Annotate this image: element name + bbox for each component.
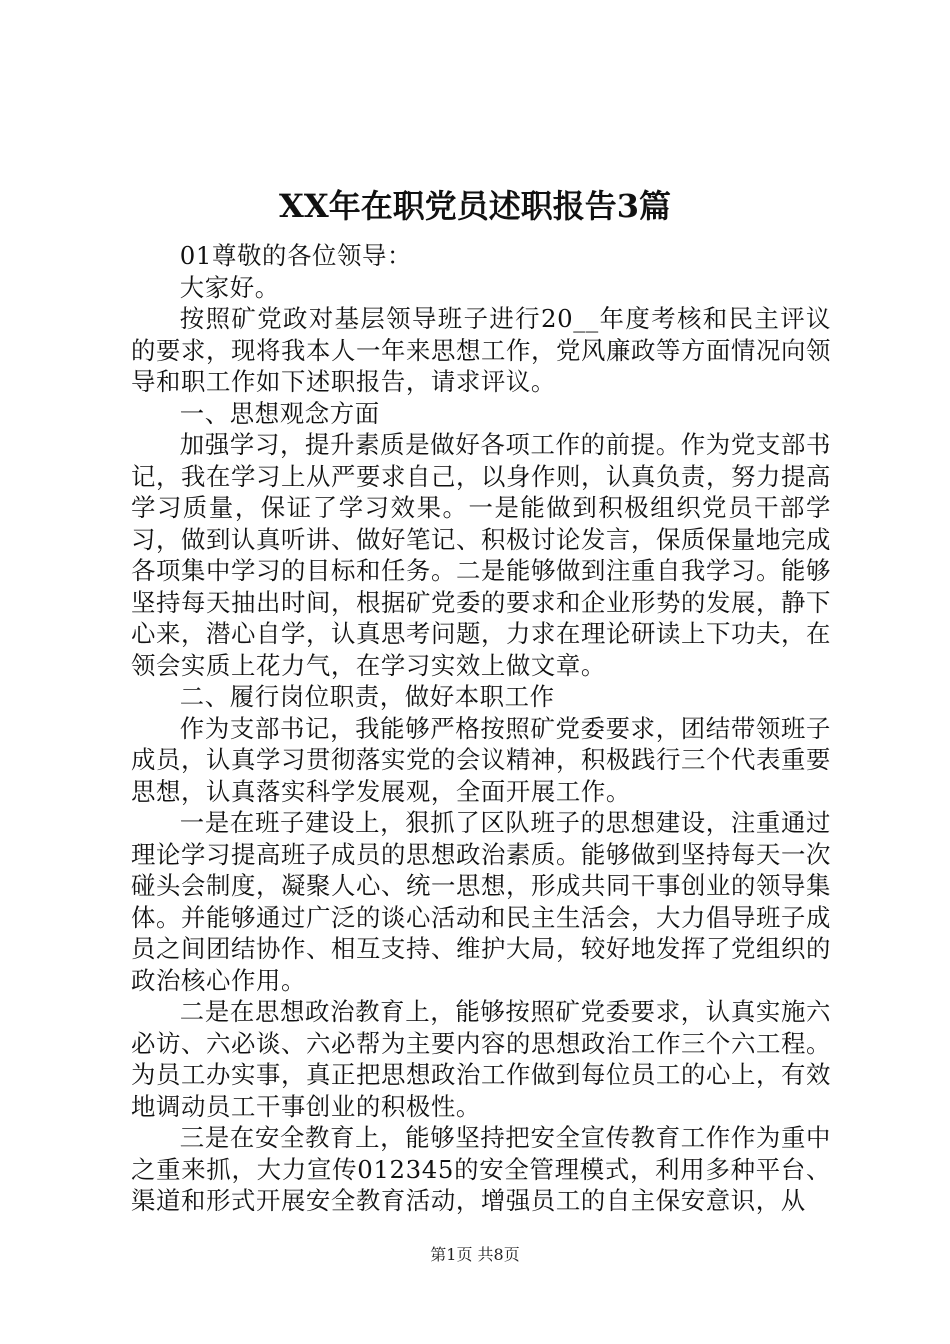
paragraph-political-education: 二是在思想政治教育上，能够按照矿党委要求，认真实施六必访、六必谈、六必帮为主要内容的思想政治工作三个六工程。为员工办实事，真正把思想政治工作做到每位员工的心上，有效地调动员工干事创业的积极性。	[131, 997, 831, 1121]
paragraph-safety-education: 三是在安全教育上，能够坚持把安全宣传教育工作作为重中之重来抓，大力宣传012345的安全管理模式，利用多种平台、渠道和形式开展安全教育活动，增强员工的自主保安意识，从	[131, 1123, 831, 1215]
paragraph-intro: 按照矿党政对基层领导班子进行20__年度考核和民主评议的要求，现将我本人一年来思想工作，党风廉政等方面情况向领导和职工作如下述职报告，请求评议。	[131, 304, 831, 396]
page-footer: 第1页 共8页	[430, 1245, 520, 1264]
section-heading-thought: 一、思想观念方面	[179, 398, 380, 428]
paragraph-greeting: 大家好。	[179, 272, 280, 302]
paragraph-team-building: 一是在班子建设上，狠抓了区队班子的思想建设，注重通过理论学习提高班子成员的思想政治素质。能够做到坚持每天一次碰头会制度，凝聚人心、统一思想，形成共同干事创业的领导集体。并能够通过广泛的谈心活动和民主生活会，大力倡导班子成员之间团结协作、相互支持、维护大局，较好地发挥了党组织的政治核心作用。	[131, 808, 831, 995]
paragraph-study: 加强学习，提升素质是做好各项工作的前提。作为党支部书记，我在学习上从严要求自己，以身作则，认真负责，努力提高学习质量，保证了学习效果。一是能做到积极组织党员干部学习，做到认真听讲、做好笔记、积极讨论发言，保质保量地完成各项集中学习的目标和任务。二是能够做到注重自我学习。能够坚持每天抽出时间，根据矿党委的要求和企业形势的发展，静下心来，潜心自学，认真思考问题，力求在理论研读上下功夫，在领会实质上花力气，在学习实效上做文章。	[131, 430, 831, 680]
paragraph-salutation: 01尊敬的各位领导：	[179, 241, 412, 270]
section-heading-duty: 二、履行岗位职责，做好本职工作	[179, 682, 555, 711]
document-title: XX年在职党员述职报告3篇	[279, 187, 671, 225]
paragraph-duty: 作为支部书记，我能够严格按照矿党委要求，团结带领班子成员，认真学习贯彻落实党的会议精神，积极践行三个代表重要思想，认真落实科学发展观，全面开展工作。	[131, 713, 831, 806]
document-body	[131, 240, 831, 1217]
